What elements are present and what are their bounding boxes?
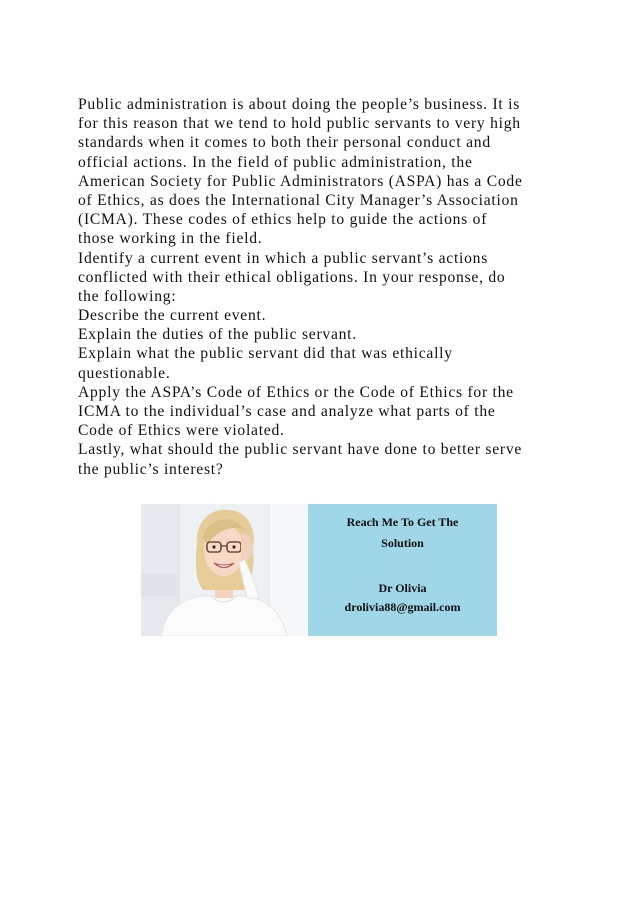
text-line: Apply the ASPA’s Code of Ethics or the Code of Ethics for the — [78, 383, 514, 401]
text-line: Explain the duties of the public servant. — [78, 326, 357, 344]
text-line: for this reason that we tend to hold public servants to very high — [78, 115, 521, 133]
text-line: conflicted with their ethical obligations. In your response, do — [78, 268, 506, 286]
document-body — [78, 95, 568, 479]
text-line: Identify a current event in which a public servant’s actions — [78, 249, 489, 267]
text-line: the public’s interest? — [78, 460, 224, 478]
contact-ad-banner — [141, 504, 497, 636]
ad-headline: Reach Me To Get The — [346, 515, 459, 529]
text-line: questionable. — [78, 364, 171, 382]
text-line: Describe the current event. — [78, 307, 267, 325]
text-line: official actions. In the field of public administration, the — [78, 153, 473, 171]
text-line: (ICMA). These codes of ethics help to guide the actions of — [78, 211, 488, 229]
text-line: of Ethics, as does the International City Manager’s Association — [78, 191, 519, 209]
text-line: standards when it comes to both their personal conduct and — [78, 134, 491, 152]
text-line: Lastly, what should the public servant have done to better serve — [78, 441, 523, 459]
text-line: ICMA to the individual’s case and analyze what parts of the — [78, 403, 496, 420]
woman-portrait-photo — [141, 504, 308, 636]
contact-panel — [308, 504, 497, 636]
contact-name: Dr Olivia — [378, 581, 427, 595]
contact-email[interactable]: drolivia88@gmail.com — [344, 600, 461, 614]
text-line: Code of Ethics were violated. — [78, 422, 285, 440]
portrait-illustration — [141, 504, 308, 636]
text-line: Explain what the public servant did that was ethically — [78, 345, 453, 363]
ad-headline-solution: Solution — [381, 536, 424, 550]
text-line: those working in the field. — [78, 230, 263, 248]
text-line: American Society for Public Administrators (ASPA) has a Code — [78, 172, 523, 190]
text-line: the following: — [78, 287, 177, 305]
text-line: Public administration is about doing the people’s business. It is — [78, 96, 521, 113]
